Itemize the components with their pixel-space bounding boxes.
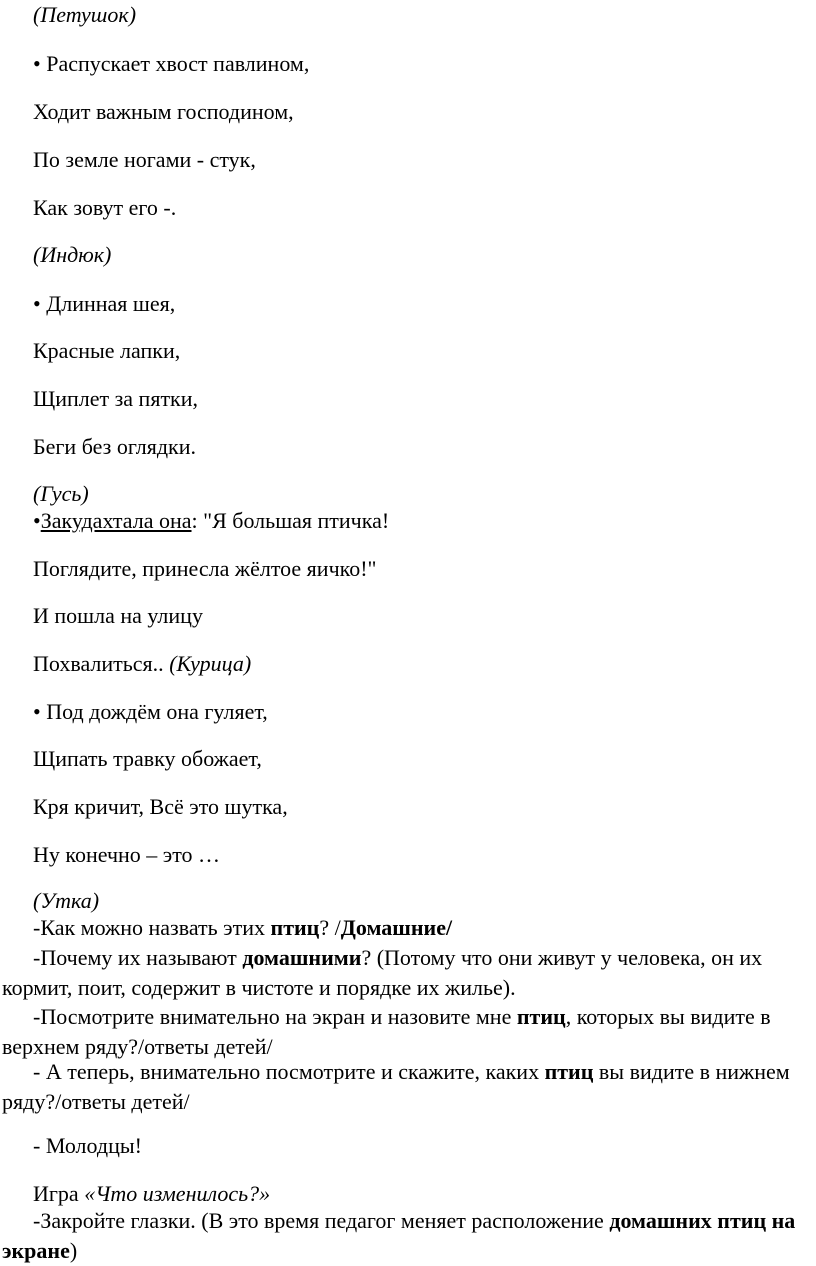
riddle-line: Беги без оглядки. — [33, 434, 196, 459]
underlined-text: Закудахтала она — [40, 508, 192, 533]
dialogue-paragraph — [2, 1057, 814, 1117]
text: ) — [69, 1238, 78, 1263]
riddle-line: Как зовут его -. — [33, 195, 177, 220]
bold-text: птиц — [516, 1004, 566, 1029]
riddle-answer — [33, 242, 111, 268]
game-title-line — [33, 1181, 270, 1207]
bullet: • — [33, 508, 41, 533]
riddle-line: Ну конечно – это … — [33, 842, 221, 867]
text: , которых вы видите в верхнем ряду?/ответы детей/ — [2, 1004, 771, 1059]
riddle-line — [33, 508, 389, 534]
riddle-line: Щиплет за пятки, — [33, 386, 199, 411]
riddle-line — [33, 651, 251, 677]
text: -Посмотрите внимательно на экран и назовите мне — [33, 1004, 517, 1029]
line-rest: : "Я большая птичка! — [191, 508, 390, 533]
dialogue-line — [33, 915, 452, 941]
riddle-line: • Длинная шея, — [33, 291, 176, 316]
text: Игра — [33, 1181, 85, 1206]
bold-text: птиц — [544, 1059, 594, 1084]
game-title: «Что изменилось?» — [84, 1181, 271, 1206]
text: -Почему их называют — [33, 945, 243, 970]
dialogue-paragraph — [2, 1206, 814, 1266]
riddle-line: • Под дождём она гуляет, — [33, 699, 268, 724]
line-text: Похвалиться.. — [33, 651, 170, 676]
text: ? (Потому что они живут у человека, он их кормит, поит, содержит в чистоте и порядке их жилье). — [2, 945, 763, 1000]
bold-text: домашними — [242, 945, 362, 970]
bold-text: Домашние/ — [340, 915, 453, 940]
riddle-line: Кря кричит, Всё это шутка, — [33, 794, 288, 819]
answer-text: (Гусь) — [33, 481, 89, 506]
answer-text: (Утка) — [33, 888, 100, 913]
answer-text: (Индюк) — [33, 242, 112, 267]
dialogue-paragraph — [2, 943, 814, 1003]
text: -Закройте глазки. (В это время педагог меняет расположение — [33, 1208, 610, 1233]
text: -Как можно назвать этих — [33, 915, 271, 940]
answer-text: (Курица) — [169, 651, 252, 676]
riddle-line: И пошла на улицу — [33, 603, 203, 628]
text: - А теперь, внимательно посмотрите и скажите, каких — [33, 1059, 545, 1084]
riddle-line: • Распускает хвост павлином, — [33, 51, 310, 76]
riddle-line: По земле ногами - стук, — [33, 147, 256, 172]
answer-text: (Петушок) — [33, 2, 137, 27]
text: вы видите в нижнем ряду?/ответы детей/ — [2, 1059, 790, 1114]
bold-text: птиц — [270, 915, 320, 940]
text: ? / — [319, 915, 341, 940]
riddle-line: Красные лапки, — [33, 338, 181, 363]
riddle-line: Поглядите, принесла жёлтое яичко!" — [33, 556, 377, 581]
dialogue-paragraph — [2, 1002, 814, 1062]
riddle-answer — [33, 2, 136, 28]
bold-text: домашних птиц на экране — [2, 1208, 796, 1263]
riddle-answer — [33, 888, 99, 914]
riddle-answer — [33, 481, 89, 507]
riddle-line: Ходит важным господином, — [33, 99, 294, 124]
praise-line: - Молодцы! — [33, 1133, 142, 1158]
riddle-line: Щипать травку обожает, — [33, 746, 262, 771]
